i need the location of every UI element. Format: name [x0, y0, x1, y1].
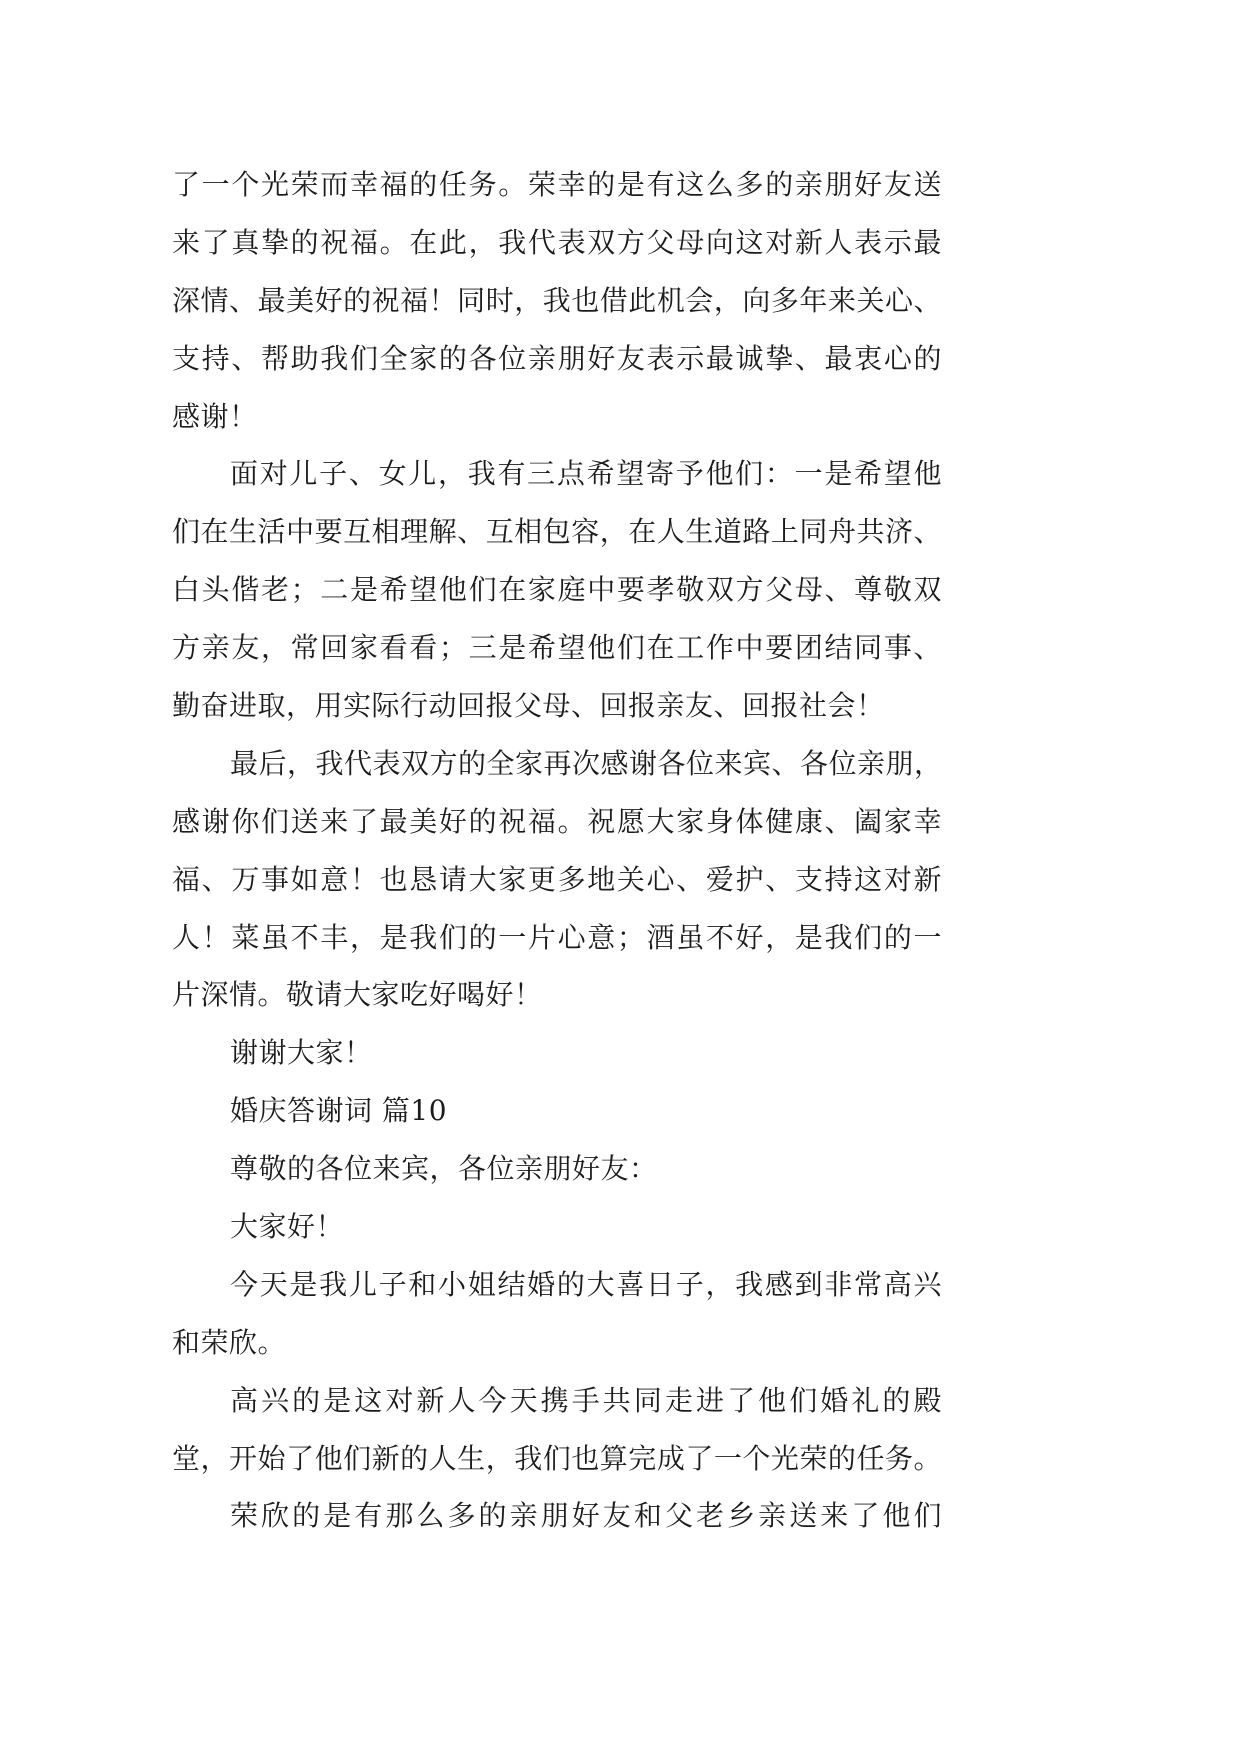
text-line: 们在生活中要互相理解、互相包容，在人生道路上同舟共济、 — [172, 515, 942, 549]
section-heading — [172, 1082, 942, 1140]
paragraph — [172, 1487, 942, 1545]
text-line: 了一个光荣而幸福的任务。荣幸的是有这么多的亲朋好友送 — [172, 168, 942, 201]
paragraph — [172, 1024, 942, 1082]
text-line: 堂，开始了他们新的人生，我们也算完成了一个光荣的任务。 — [172, 1441, 942, 1475]
text-line: 方亲友，常回家看看；三是希望他们在工作中要团结同事、 — [172, 631, 942, 665]
text-line: 感谢你们送来了最美好的祝福。祝愿大家身体健康、阖家幸 — [172, 804, 942, 838]
text-line: 高兴的是这对新人今天携手共同走进了他们婚礼的殿 — [230, 1383, 942, 1417]
text-line: 深情、最美好的祝福！同时，我也借此机会，向多年来关心、 — [172, 283, 942, 317]
document-body — [172, 156, 942, 1545]
paragraph — [172, 445, 942, 734]
paragraph — [172, 1256, 942, 1372]
text-line: 荣欣的是有那么多的亲朋好友和父老乡亲送来了他们 — [230, 1499, 942, 1533]
text-line: 人！菜虽不丰，是我们的一片心意；酒虽不好，是我们的一 — [172, 920, 942, 954]
text-line: 勤奋进取，用实际行动回报父母、回报亲友、回报社会！ — [172, 689, 885, 723]
paragraph — [172, 735, 942, 1024]
text-line: 面对儿子、女儿，我有三点希望寄予他们：一是希望他 — [230, 457, 942, 491]
text-line: 白头偕老；二是希望他们在家庭中要孝敬双方父母、尊敬双 — [172, 573, 942, 607]
paragraph — [172, 156, 942, 445]
paragraph — [172, 1372, 942, 1488]
text-line: 和荣欣。 — [172, 1325, 287, 1359]
text-line: 福、万事如意！也恳请大家更多地关心、爱护、支持这对新 — [172, 862, 942, 896]
text-line: 来了真挚的祝福。在此，我代表双方父母向这对新人表示最 — [172, 225, 942, 259]
text-line: 感谢！ — [172, 399, 258, 433]
text-line: 谢谢大家！ — [230, 1036, 373, 1070]
text-line: 大家好！ — [230, 1210, 345, 1244]
text-line: 今天是我儿子和小姐结婚的大喜日子，我感到非常高兴 — [230, 1267, 942, 1301]
text-line: 最后，我代表双方的全家再次感谢各位来宾、各位亲朋， — [230, 746, 943, 780]
salutation — [172, 1140, 942, 1198]
text-line: 尊敬的各位来宾，各位亲朋好友： — [230, 1152, 658, 1186]
text-line: 片深情。敬请大家吃好喝好！ — [172, 978, 543, 1012]
text-line: 支持、帮助我们全家的各位亲朋好友表示最诚挚、最衷心的 — [172, 341, 942, 375]
greeting — [172, 1198, 942, 1256]
heading-text: 婚庆答谢词 篇10 — [230, 1094, 448, 1128]
